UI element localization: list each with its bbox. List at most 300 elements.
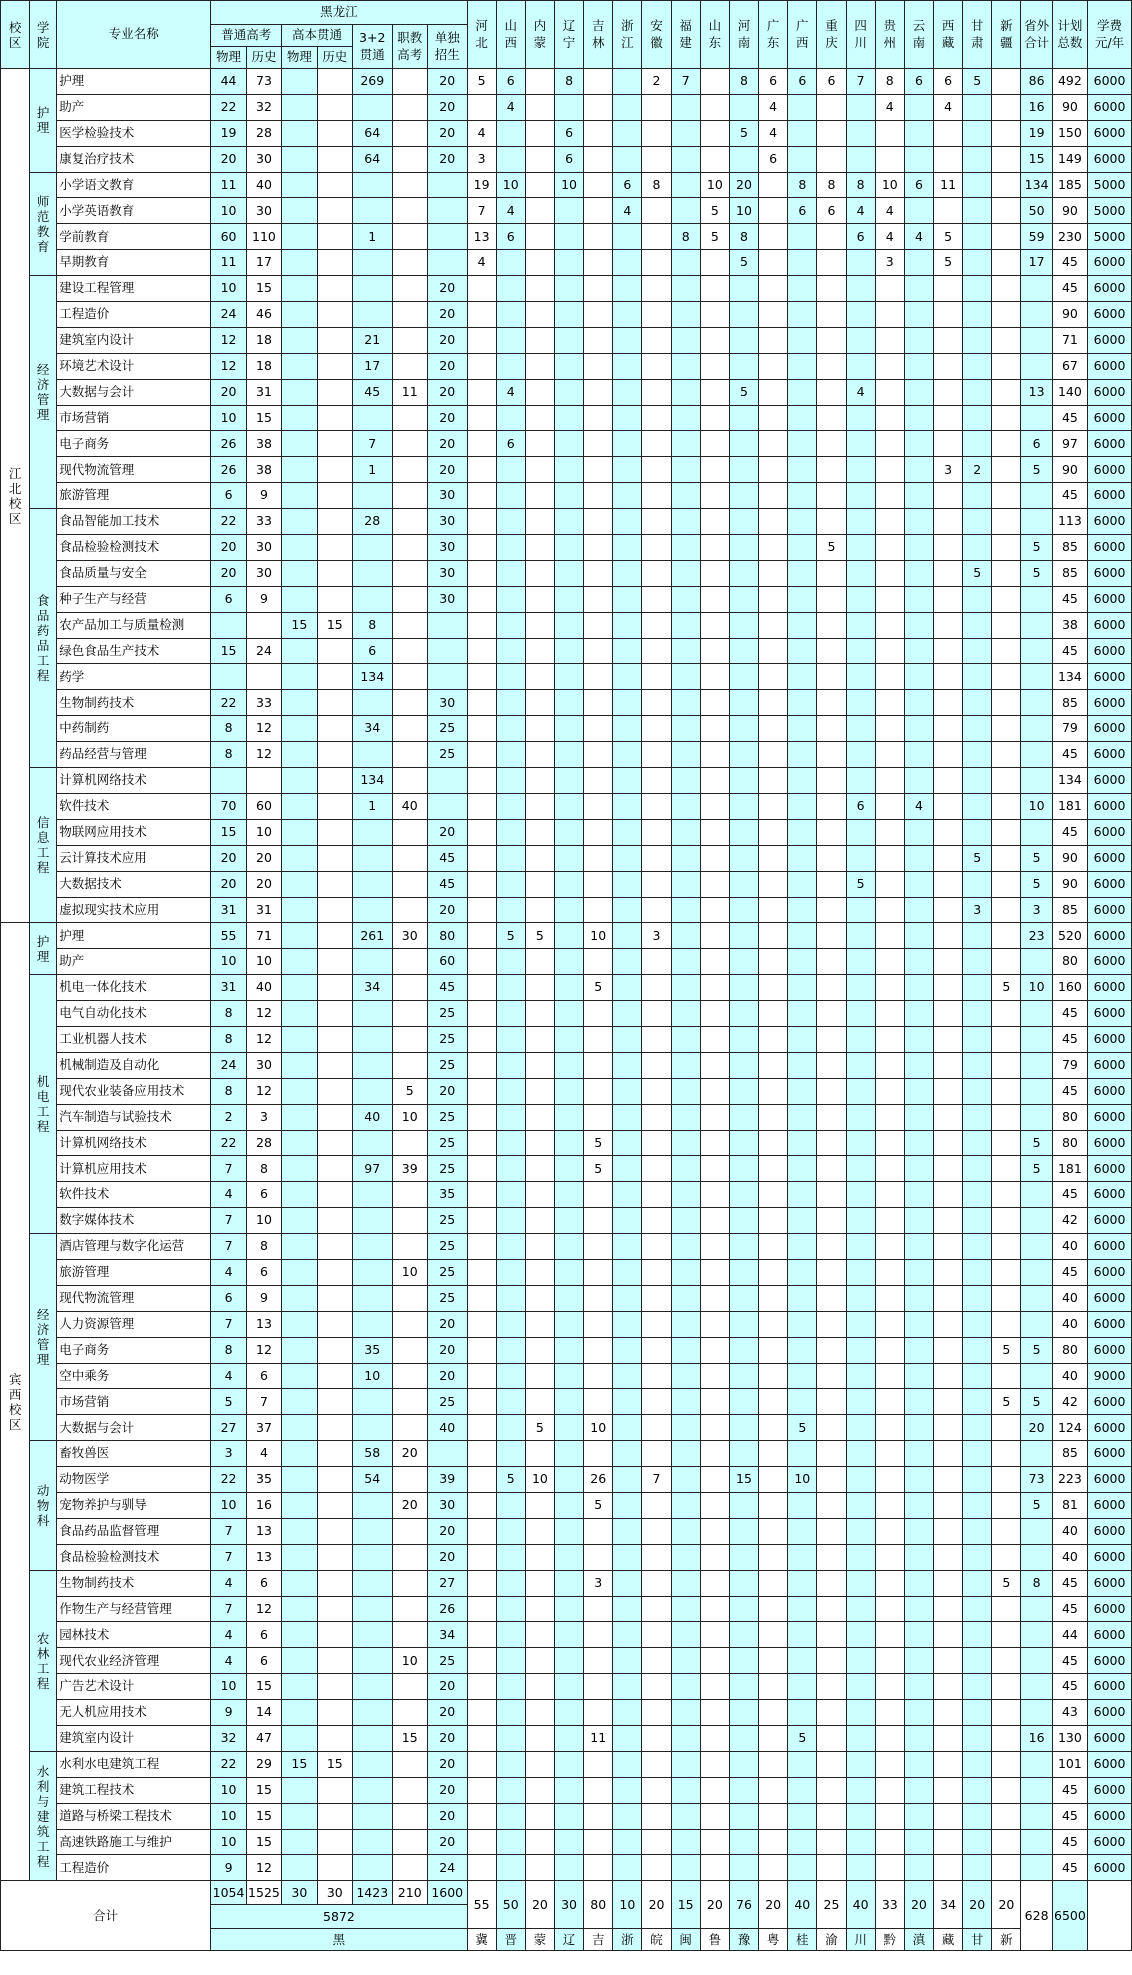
value-cell — [846, 1700, 875, 1726]
value-cell: 20 — [427, 1777, 467, 1803]
value-cell: 7 — [352, 431, 392, 457]
value-cell — [467, 1389, 496, 1415]
value-cell — [642, 483, 671, 509]
value-cell — [317, 250, 352, 276]
value-cell — [282, 1622, 317, 1648]
value-cell — [525, 845, 554, 871]
value-cell — [317, 69, 352, 95]
value-cell: 38 — [1052, 612, 1087, 638]
value-cell — [427, 664, 467, 690]
value-cell — [467, 871, 496, 897]
value-cell — [846, 431, 875, 457]
value-cell — [613, 1518, 642, 1544]
totals-province: 55 — [467, 1881, 496, 1929]
value-cell — [846, 302, 875, 328]
value-cell: 16 — [1021, 1726, 1052, 1752]
value-cell — [467, 664, 496, 690]
value-cell — [875, 457, 904, 483]
major-name: 空中乘务 — [57, 1363, 211, 1389]
table-row — [1, 276, 1132, 302]
value-cell — [992, 94, 1021, 120]
value-cell: 40 — [1052, 1234, 1087, 1260]
totals-province-abbr: 黔 — [875, 1929, 904, 1951]
totals-province: 20 — [904, 1881, 933, 1929]
value-cell — [352, 1803, 392, 1829]
table-row — [1, 1130, 1132, 1156]
major-name: 道路与桥梁工程技术 — [57, 1803, 211, 1829]
value-cell — [613, 1803, 642, 1829]
vertical-char: 药 — [36, 623, 50, 639]
major-name: 大数据与会计 — [57, 1415, 211, 1441]
value-cell — [496, 1726, 525, 1752]
value-cell — [282, 431, 317, 457]
value-cell: 6000 — [1088, 120, 1132, 146]
value-cell: 6000 — [1088, 1234, 1132, 1260]
major-name: 现代物流管理 — [57, 1285, 211, 1311]
header-province — [671, 1, 700, 69]
value-cell: 7 — [211, 1234, 246, 1260]
value-cell: 20 — [392, 1441, 427, 1467]
value-cell — [525, 1596, 554, 1622]
value-cell — [496, 819, 525, 845]
value-cell: 130 — [1052, 1726, 1087, 1752]
value-cell — [759, 612, 788, 638]
table-row — [1, 379, 1132, 405]
value-cell — [613, 276, 642, 302]
vertical-char: 程 — [36, 668, 50, 684]
major-name: 康复治疗技术 — [57, 146, 211, 172]
value-cell — [352, 1622, 392, 1648]
value-cell — [613, 379, 642, 405]
major-name: 物联网应用技术 — [57, 819, 211, 845]
value-cell — [700, 431, 729, 457]
value-cell — [671, 1104, 700, 1130]
value-cell — [613, 690, 642, 716]
value-cell — [584, 250, 613, 276]
value-cell — [846, 1285, 875, 1311]
major-name: 无人机应用技术 — [57, 1700, 211, 1726]
value-cell — [467, 612, 496, 638]
value-cell — [788, 509, 817, 535]
value-cell — [496, 1674, 525, 1700]
value-cell — [642, 1182, 671, 1208]
value-cell: 20 — [211, 146, 246, 172]
value-cell — [613, 1726, 642, 1752]
value-cell — [496, 405, 525, 431]
value-cell: 38 — [246, 457, 281, 483]
value-cell — [759, 1104, 788, 1130]
value-cell — [554, 94, 583, 120]
value-cell — [317, 1415, 352, 1441]
value-cell: 4 — [496, 94, 525, 120]
vertical-char: 区 — [8, 1416, 22, 1432]
totals-province-abbr: 豫 — [729, 1929, 758, 1951]
value-cell — [671, 768, 700, 794]
value-cell — [352, 690, 392, 716]
value-cell: 6000 — [1088, 405, 1132, 431]
value-cell — [496, 1259, 525, 1285]
major-name: 软件技术 — [57, 1182, 211, 1208]
vertical-char: 筑 — [36, 1823, 50, 1839]
value-cell — [584, 664, 613, 690]
value-cell — [613, 664, 642, 690]
value-cell: 85 — [1052, 1441, 1087, 1467]
totals-province: 10 — [613, 1881, 642, 1929]
value-cell: 6 — [496, 69, 525, 95]
value-cell — [904, 431, 933, 457]
value-cell — [729, 327, 758, 353]
value-cell — [317, 172, 352, 198]
value-cell — [729, 1052, 758, 1078]
value-cell — [904, 120, 933, 146]
value-cell: 79 — [1052, 716, 1087, 742]
value-cell: 25 — [427, 1208, 467, 1234]
value-cell — [584, 768, 613, 794]
value-cell — [352, 586, 392, 612]
value-cell — [817, 1467, 846, 1493]
value-cell — [963, 1596, 992, 1622]
header-physics: 物理 — [282, 47, 317, 69]
value-cell — [788, 1622, 817, 1648]
value-cell — [700, 1777, 729, 1803]
value-cell: 14 — [246, 1700, 281, 1726]
value-cell — [317, 638, 352, 664]
value-cell — [613, 1001, 642, 1027]
value-cell — [934, 405, 963, 431]
value-cell — [1021, 1855, 1052, 1881]
value-cell — [992, 1622, 1021, 1648]
value-cell: 45 — [1052, 483, 1087, 509]
value-cell — [525, 379, 554, 405]
major-name: 动物医学 — [57, 1467, 211, 1493]
value-cell — [700, 949, 729, 975]
value-cell: 6 — [846, 224, 875, 250]
value-cell: 6 — [246, 1622, 281, 1648]
value-cell — [467, 1337, 496, 1363]
value-cell — [392, 198, 427, 224]
header-line: 重 — [825, 17, 838, 33]
value-cell — [934, 1674, 963, 1700]
value-cell — [671, 1570, 700, 1596]
value-cell — [904, 1492, 933, 1518]
totals-province: 20 — [700, 1881, 729, 1929]
value-cell — [467, 457, 496, 483]
table-row — [1, 1389, 1132, 1415]
value-cell — [700, 1156, 729, 1182]
value-cell: 8 — [211, 1001, 246, 1027]
value-cell — [963, 172, 992, 198]
value-cell — [554, 1570, 583, 1596]
value-cell: 6000 — [1088, 1441, 1132, 1467]
value-cell — [392, 1001, 427, 1027]
value-cell — [846, 509, 875, 535]
value-cell — [992, 586, 1021, 612]
value-cell — [963, 1855, 992, 1881]
table-row — [1, 1700, 1132, 1726]
value-cell: 20 — [427, 431, 467, 457]
table-row — [1, 716, 1132, 742]
value-cell — [352, 1285, 392, 1311]
value-cell — [700, 1467, 729, 1493]
value-cell — [671, 509, 700, 535]
value-cell — [934, 1001, 963, 1027]
value-cell — [934, 1777, 963, 1803]
value-cell — [392, 1700, 427, 1726]
value-cell — [759, 1259, 788, 1285]
value-cell — [642, 379, 671, 405]
value-cell — [525, 198, 554, 224]
value-cell — [467, 716, 496, 742]
value-cell — [700, 1026, 729, 1052]
value-cell — [963, 1415, 992, 1441]
value-cell — [817, 224, 846, 250]
value-cell: 134 — [352, 664, 392, 690]
value-cell — [317, 923, 352, 949]
value-cell — [759, 405, 788, 431]
value-cell — [642, 1492, 671, 1518]
value-cell — [934, 1622, 963, 1648]
value-cell — [846, 923, 875, 949]
totals-hlj-part: 210 — [392, 1881, 427, 1905]
totals-province-abbr: 辽 — [554, 1929, 583, 1951]
value-cell — [846, 1130, 875, 1156]
major-name: 软件技术 — [57, 793, 211, 819]
value-cell — [817, 1234, 846, 1260]
value-cell — [759, 1311, 788, 1337]
value-cell: 4 — [467, 120, 496, 146]
value-cell — [700, 1518, 729, 1544]
value-cell: 25 — [427, 1130, 467, 1156]
value-cell — [846, 120, 875, 146]
value-cell — [700, 1726, 729, 1752]
value-cell: 20 — [427, 353, 467, 379]
major-name: 园林技术 — [57, 1622, 211, 1648]
college-cell — [30, 923, 57, 975]
value-cell — [904, 1777, 933, 1803]
value-cell — [613, 923, 642, 949]
header-line: 疆 — [1000, 34, 1013, 50]
value-cell — [934, 1570, 963, 1596]
value-cell — [934, 793, 963, 819]
value-cell: 60 — [246, 793, 281, 819]
value-cell — [392, 560, 427, 586]
value-cell — [525, 1622, 554, 1648]
value-cell — [613, 1751, 642, 1777]
value-cell — [759, 224, 788, 250]
totals-province: 33 — [875, 1881, 904, 1929]
value-cell — [759, 793, 788, 819]
vertical-char: 食 — [36, 593, 50, 609]
value-cell — [817, 94, 846, 120]
value-cell: 6000 — [1088, 94, 1132, 120]
vertical-char: 师 — [36, 193, 50, 209]
value-cell — [496, 690, 525, 716]
value-cell: 5 — [525, 923, 554, 949]
value-cell — [817, 302, 846, 328]
header-zhijiao — [392, 25, 427, 69]
value-cell — [992, 1415, 1021, 1441]
value-cell — [759, 1441, 788, 1467]
value-cell: 6000 — [1088, 1492, 1132, 1518]
value-cell — [904, 353, 933, 379]
value-cell — [963, 1492, 992, 1518]
value-cell: 45 — [1052, 405, 1087, 431]
value-cell — [671, 845, 700, 871]
value-cell — [427, 198, 467, 224]
value-cell — [525, 1674, 554, 1700]
value-cell: 8 — [554, 69, 583, 95]
value-cell — [317, 1026, 352, 1052]
totals-outside: 628 — [1021, 1881, 1052, 1951]
value-cell: 25 — [427, 1389, 467, 1415]
value-cell — [846, 664, 875, 690]
value-cell — [904, 975, 933, 1001]
value-cell — [554, 923, 583, 949]
major-name: 建设工程管理 — [57, 276, 211, 302]
value-cell: 85 — [1052, 535, 1087, 561]
value-cell — [875, 1492, 904, 1518]
value-cell — [671, 198, 700, 224]
value-cell — [613, 120, 642, 146]
value-cell — [1021, 302, 1052, 328]
value-cell — [875, 146, 904, 172]
value-cell — [788, 1285, 817, 1311]
college-cell — [30, 276, 57, 509]
value-cell — [671, 483, 700, 509]
value-cell — [613, 897, 642, 923]
value-cell: 45 — [1052, 819, 1087, 845]
value-cell: 22 — [211, 509, 246, 535]
value-cell — [671, 1596, 700, 1622]
value-cell — [671, 1001, 700, 1027]
value-cell: 7 — [246, 1389, 281, 1415]
value-cell — [1021, 1622, 1052, 1648]
value-cell — [963, 742, 992, 768]
value-cell — [729, 768, 758, 794]
value-cell — [875, 1674, 904, 1700]
value-cell — [613, 1441, 642, 1467]
value-cell: 20 — [211, 560, 246, 586]
value-cell — [642, 276, 671, 302]
header-line: 广 — [796, 17, 809, 33]
value-cell — [671, 457, 700, 483]
value-cell: 6000 — [1088, 793, 1132, 819]
value-cell — [525, 949, 554, 975]
totals-province: 40 — [846, 1881, 875, 1929]
vertical-char: 息 — [36, 830, 50, 846]
value-cell — [317, 1078, 352, 1104]
value-cell — [613, 1467, 642, 1493]
value-cell — [904, 1803, 933, 1829]
value-cell: 45 — [1052, 1829, 1087, 1855]
value-cell — [700, 716, 729, 742]
value-cell — [392, 327, 427, 353]
value-cell — [963, 1001, 992, 1027]
value-cell — [817, 1337, 846, 1363]
value-cell — [671, 172, 700, 198]
value-cell — [352, 1674, 392, 1700]
value-cell — [759, 1285, 788, 1311]
table-row — [1, 1518, 1132, 1544]
value-cell — [875, 560, 904, 586]
value-cell — [963, 664, 992, 690]
value-cell — [584, 1208, 613, 1234]
major-name: 食品智能加工技术 — [57, 509, 211, 535]
header-heilongjiang: 黑龙江 — [211, 1, 467, 25]
value-cell: 3 — [875, 250, 904, 276]
value-cell — [700, 94, 729, 120]
value-cell — [317, 1700, 352, 1726]
value-cell — [554, 586, 583, 612]
value-cell — [427, 172, 467, 198]
value-cell: 30 — [246, 146, 281, 172]
value-cell — [584, 1285, 613, 1311]
value-cell — [700, 1570, 729, 1596]
value-cell — [875, 638, 904, 664]
value-cell — [875, 819, 904, 845]
value-cell: 12 — [246, 742, 281, 768]
value-cell: 13 — [246, 1544, 281, 1570]
value-cell — [904, 742, 933, 768]
value-cell — [817, 768, 846, 794]
value-cell — [352, 1001, 392, 1027]
major-name: 计算机网络技术 — [57, 1130, 211, 1156]
value-cell — [317, 224, 352, 250]
value-cell — [671, 1492, 700, 1518]
value-cell — [496, 535, 525, 561]
value-cell — [875, 1182, 904, 1208]
value-cell — [496, 1777, 525, 1803]
value-cell: 24 — [246, 638, 281, 664]
value-cell — [282, 1803, 317, 1829]
value-cell — [525, 1492, 554, 1518]
value-cell — [759, 1182, 788, 1208]
value-cell — [317, 1337, 352, 1363]
value-cell — [992, 302, 1021, 328]
header-campus — [1, 1, 30, 69]
value-cell — [282, 923, 317, 949]
value-cell: 4 — [496, 379, 525, 405]
value-cell: 58 — [352, 1441, 392, 1467]
value-cell: 20 — [427, 120, 467, 146]
value-cell: 6000 — [1088, 897, 1132, 923]
vertical-char: 护 — [36, 933, 50, 949]
value-cell: 45 — [1052, 1803, 1087, 1829]
major-name: 农产品加工与质量检测 — [57, 612, 211, 638]
value-cell — [467, 1829, 496, 1855]
value-cell — [392, 768, 427, 794]
value-cell — [729, 1726, 758, 1752]
value-cell: 6000 — [1088, 638, 1132, 664]
value-cell — [788, 250, 817, 276]
header-line: 广 — [766, 17, 780, 33]
value-cell — [875, 1156, 904, 1182]
major-name: 食品质量与安全 — [57, 560, 211, 586]
value-cell — [671, 1648, 700, 1674]
value-cell: 15 — [246, 276, 281, 302]
college-cell — [30, 172, 57, 276]
value-cell — [788, 638, 817, 664]
value-cell — [963, 120, 992, 146]
value-cell — [934, 1182, 963, 1208]
value-cell — [846, 1156, 875, 1182]
value-cell — [613, 1156, 642, 1182]
value-cell: 29 — [246, 1751, 281, 1777]
college-cell — [30, 1441, 57, 1570]
value-cell — [352, 1234, 392, 1260]
value-cell — [642, 871, 671, 897]
value-cell — [317, 1648, 352, 1674]
